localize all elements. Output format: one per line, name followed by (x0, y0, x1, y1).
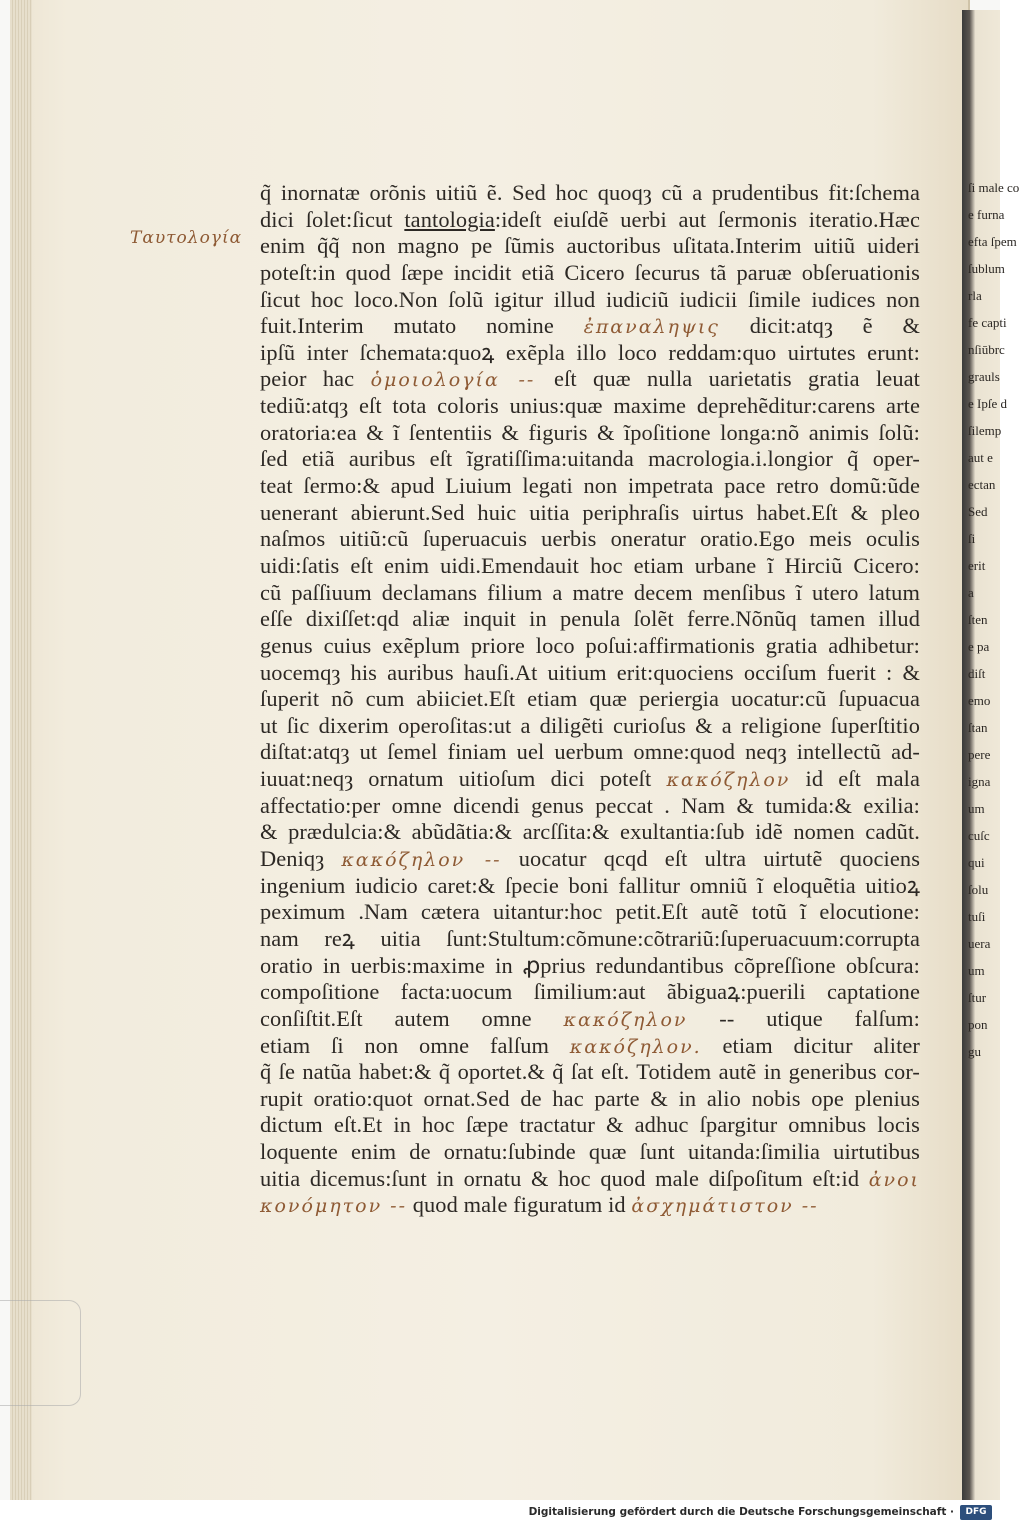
print-text: enim q̃q̃ non magno pe ſũmis auctoribus uſitata.Interim uitiũ uideri (260, 233, 920, 259)
next-page-fragment: ſi (968, 531, 976, 546)
print-text: peior hac (260, 366, 371, 392)
next-page-fragment: pere (968, 747, 991, 762)
text-line (260, 313, 920, 340)
next-page-fragment: pon (968, 1017, 988, 1032)
text-line (260, 500, 920, 527)
print-text: conſiſtit.Eſt autem omne (260, 1005, 564, 1031)
print-text: uocatur qcqd eſt ultra uirtutẽ quociens (501, 846, 921, 872)
next-page-fragment: e Ipſe d (968, 396, 1007, 411)
text-line (260, 686, 920, 713)
print-text: oratio in uerbis:maxime in ꝓprius redundantibus cõpreſſione obſcura: (260, 952, 920, 978)
print-text: q̃ inornatæ orõnis uitiũ ẽ. Sed hoc quoqȝ cũ a prudentibus fit:ſchema (260, 180, 920, 205)
print-text: tediũ:atqȝ eſt tota coloris unius:quæ maxime deprehẽditur:carens arte (260, 393, 920, 419)
print-text: :ideſt eiuſdẽ uerbi aut ſermonis iteratio.Hæc (494, 206, 920, 232)
text-line (260, 233, 920, 260)
print-text: ipſũ inter ſchemata:quoꝝ exẽpla illo loco reddam:quo uirtutes erunt: (260, 339, 920, 365)
print-text: uenerant abierunt.Sed huic uitia periphraſis uirtus habet.Eſt & pleo (260, 499, 920, 525)
text-line (260, 1192, 920, 1219)
next-page-fragment: aut e (968, 450, 993, 465)
next-page-fragment: ſten (968, 612, 988, 627)
handwritten-greek: ὁμοιολογία -- (370, 369, 555, 392)
next-page-fragment: ectan (968, 477, 996, 492)
next-page-fragment: ſilemp (968, 423, 1002, 438)
text-line (260, 1086, 920, 1113)
page-edges (10, 0, 32, 1500)
print-text: ut ſic dixerim operoſitas:ut a diligẽti curioſus & a religione ſuperſtitio (260, 712, 920, 738)
text-line (260, 446, 920, 473)
print-text: rupit oratio:quot ornat.Sed de hac parte & in alio nobis ope plenius (260, 1085, 920, 1111)
next-page-fragment: um (968, 801, 985, 816)
text-line (260, 207, 920, 234)
print-text: ſicut hoc loco.Non ſolũ igitur illud iudiciũ iudicii ſimile iudices non (260, 286, 920, 312)
print-text: Deniqȝ (260, 846, 342, 872)
text-line (260, 553, 920, 580)
handwritten-greek: ἀνοι (868, 1168, 920, 1191)
text-line (260, 1139, 920, 1166)
text-line (260, 1166, 920, 1193)
print-text: nam reꝝ uitia ſunt:Stultum:cõmune:cõtrariũ:ſuperuacuum:corrupta (260, 925, 920, 951)
print-text: fuit.Interim mutato nomine (260, 313, 584, 339)
next-page-fragment: ſublum (968, 261, 1005, 276)
handwritten-greek: κακόζηλον. (569, 1035, 702, 1058)
next-page-fragment: gu (968, 1044, 981, 1059)
next-page-fragment: uera (968, 936, 991, 951)
text-line (260, 526, 920, 553)
footer-credit: Digitalisierung gefördert durch die Deutsche Forschungsgemeinschaft · (528, 1506, 954, 1518)
next-page-fragment: e furna (968, 207, 1005, 222)
text-line (260, 420, 920, 447)
next-page-fragment: igna (968, 774, 991, 789)
text-line (260, 660, 920, 687)
print-text: iuuat:neqȝ ornatum uitioſum dici poteſt (260, 766, 667, 792)
print-text: peximum .Nam cætera uitantur:hoc petit.Eſt autẽ totũ ĩ elocutione: (260, 899, 920, 925)
print-text: q̃ ſe natũa habet:& q̃ oportet.& q̃ ſat eſt. Totidem autẽ in generibus cor- (260, 1059, 920, 1085)
next-page-fragment: fe capti (968, 315, 1007, 330)
text-line (260, 260, 920, 287)
print-text: compoſitione facta:uocum ſimilium:aut ãbiguaꝝ:puerili captatione (260, 979, 920, 1005)
next-page-fragment: nſiūbrc (968, 342, 1005, 357)
handwritten-greek: κακόζηλον (666, 769, 791, 792)
text-line (260, 713, 920, 740)
text-line (260, 766, 920, 793)
next-page-fragment: grauls (968, 369, 1000, 384)
print-text: oratoria:ea & ĩ ſententiis & figuris & ĩpoſitione longa:nõ animis ſolũ: (260, 419, 920, 445)
text-line (260, 873, 920, 900)
next-page-fragment: e pa (968, 639, 990, 654)
next-page-fragment: um (968, 963, 985, 978)
next-page-fragment: cuſc (968, 828, 990, 843)
text-line (260, 340, 920, 367)
print-text: poteſt:in quod ſæpe incidit etiã Cicero ſecurus tã paruæ obſeruationis (260, 259, 920, 285)
print-text: dictum eſt.Et in hoc ſæpe tractatur & adhuc ſpargitur omnibus locis (260, 1112, 920, 1138)
text-line (260, 287, 920, 314)
print-text: -- utique falſum: (687, 1005, 920, 1031)
text-line (260, 1033, 920, 1060)
dfg-logo: DFG (960, 1505, 992, 1520)
text-line (260, 366, 920, 393)
handwritten-greek: ἀσχημάτιστον -- (631, 1195, 819, 1218)
next-page-fragment: erit (968, 558, 986, 573)
text-line (260, 819, 920, 846)
text-line (260, 899, 920, 926)
print-text: ſuperit nõ cum abiiciet.Eſt etiam quæ periergia uocatur:cũ ſupuacua (260, 686, 920, 712)
print-text: uitia dicemus:ſunt in ornatu & hoc quod male diſpoſitum eſt:id (260, 1165, 869, 1191)
main-text-block (260, 180, 920, 1219)
handwritten-greek: κακόζηλον -- (341, 849, 502, 872)
text-line (260, 846, 920, 873)
print-text: genus cuius exẽplum priore loco poſui:affirmationis gratia adhibetur: (260, 632, 920, 658)
next-page-fragment: Sed (968, 504, 988, 519)
text-line (260, 793, 920, 820)
print-text: id eſt mala (790, 766, 920, 792)
text-line (260, 580, 920, 607)
print-text: uidi:ſatis eſt enim uidi.Emendauit hoc etiam urbane ĩ Hirciũ Cicero: (260, 552, 920, 578)
page-ribbon-marker (0, 1300, 81, 1406)
print-text: diſtat:atqȝ ut ſemel finiam uel uerbum omne:quod neqȝ intellectũ ad- (260, 739, 920, 765)
print-text: eſſe dixiſſet:qd aliæ inquit in penula ſolẽt ferre.Nõnũq tamen illud (260, 606, 920, 632)
next-page-fragment: efta ſpem (968, 234, 1017, 249)
print-text: dici ſolet:ſicut (260, 206, 405, 232)
handwritten-greek: κακόζηλον (563, 1008, 688, 1031)
next-page-fragment: tuſi (968, 909, 986, 924)
text-line (260, 180, 920, 207)
print-text: & prædulcia:& abũdãtia:& arcſſita:& exultantia:ſub idẽ nomen cadũt. (260, 819, 920, 845)
text-line (260, 1059, 920, 1086)
text-line (260, 393, 920, 420)
print-text: cũ paſſiuum declamans filium a matre decem menſibus ĩ utero latum (260, 579, 920, 605)
underlined-term: tantologia (404, 206, 495, 232)
next-page-fragment: ſtan (968, 720, 988, 735)
print-text: etiam dicitur aliter (701, 1032, 920, 1058)
print-text: loquente enim de ornatu:ſubinde quæ ſunt uitanda:ſimilia uirtutibus (260, 1139, 920, 1165)
print-text: quod male figuratum id (407, 1192, 632, 1218)
print-text: dicit:atqȝ ẽ & (719, 313, 920, 339)
text-line (260, 979, 920, 1006)
text-line (260, 926, 920, 953)
text-line (260, 953, 920, 980)
next-page-fragment: qui (968, 855, 985, 870)
print-text: uocemqȝ his auribus hauſi.At uitium erit:quociens occiſum fuerit : & (260, 659, 920, 685)
print-text: ingenium iudicio caret:& ſpecie boni fallitur omniũ ĩ eloquẽtia uitioꝝ (260, 872, 920, 898)
handwritten-greek: ἐπαναληψις (583, 316, 720, 339)
text-line (260, 1112, 920, 1139)
footer-bar (0, 1500, 1000, 1525)
text-line (260, 1006, 920, 1033)
next-page-fragment: diſt (968, 666, 986, 681)
next-page-fragment: rla (968, 288, 982, 303)
next-page-fragment: ſtur (968, 990, 987, 1005)
text-line (260, 606, 920, 633)
next-page-fragment: ſolu (968, 882, 989, 897)
next-page-fragment: a (968, 585, 974, 600)
print-text: eſt quæ nulla uarietatis gratia leuat (554, 366, 920, 392)
text-line (260, 473, 920, 500)
margin-annotation: Ταυτολογία (130, 228, 243, 248)
handwritten-greek: κονόμητον -- (260, 1195, 407, 1218)
print-text: ſed etiã auribus eſt ĩgratiſſima:uitanda macrologia.i.longior q̃ oper- (260, 446, 920, 472)
next-page-edge (962, 10, 1019, 1500)
print-text: naſmos uitiũ:cũ ſuperuacuis uerbis oneratur oratio.Ego meis oculis (260, 526, 920, 552)
text-line (260, 739, 920, 766)
next-page-fragment: ſi male co (968, 180, 1019, 195)
text-line (260, 633, 920, 660)
print-text: etiam ſi non omne falſum (260, 1032, 570, 1058)
print-text: teat ſermo:& apud Liuium legati non impetrata pace retro domũ:ũde (260, 473, 920, 499)
print-text: affectatio:per omne dicendi genus peccat . Nam & tumida:& exilia: (260, 792, 920, 818)
next-page-fragment: emo (968, 693, 991, 708)
